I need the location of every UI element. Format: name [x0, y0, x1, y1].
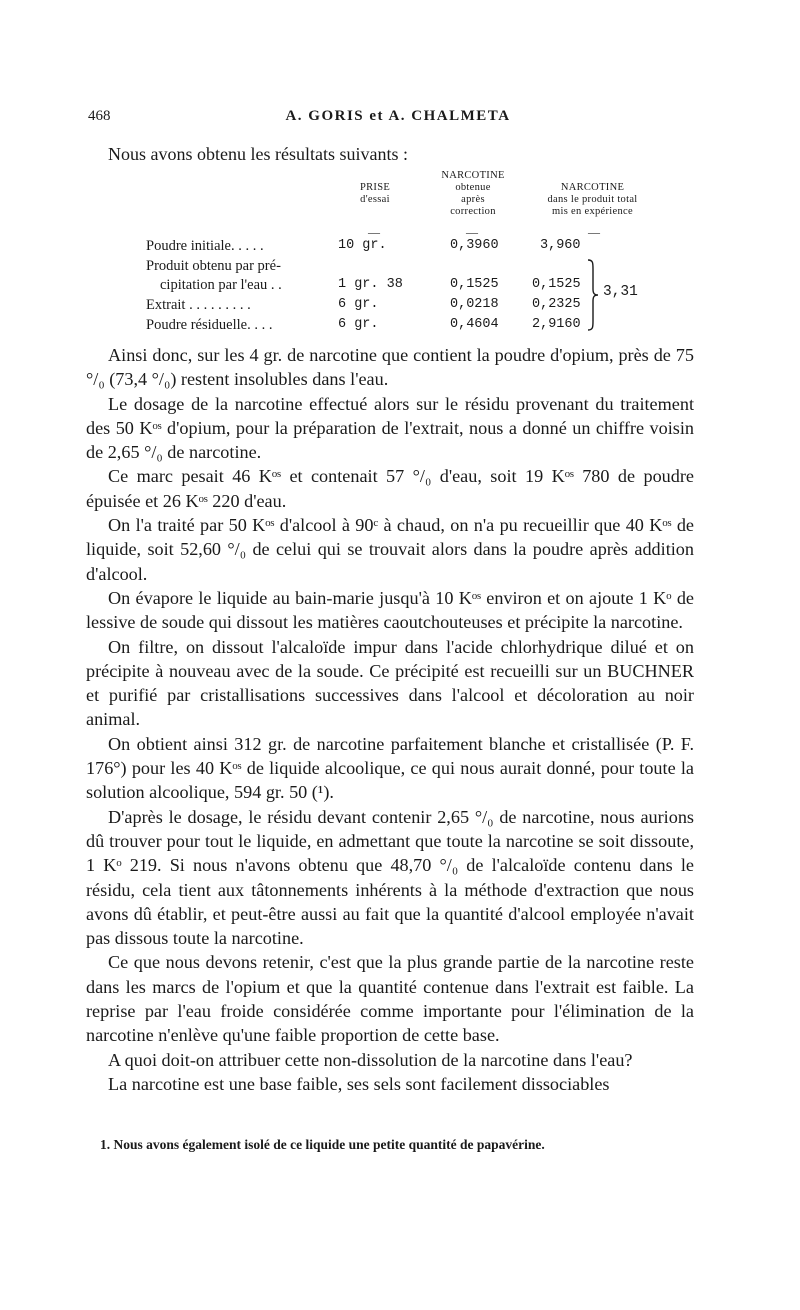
- cell-total: 0,1525: [532, 277, 581, 292]
- column-header-line: dans le produit total: [547, 194, 638, 205]
- paragraph: Le dosage de la narcotine effectué alors sur le résidu provenant du traitement des 50 Kᵒˢ d'opium, pour la préparation de l'extrait, nous a donné un chiffre voisin de 2,65 °/₀ de narcotine.: [86, 393, 694, 463]
- row-label: Extrait . . . . . . . . .: [146, 297, 251, 313]
- cell-prise: 10 gr.: [338, 238, 387, 253]
- column-header-line: d'essai: [360, 194, 390, 205]
- cell-total: 0,2325: [532, 297, 581, 312]
- paragraph: La narcotine est une base faible, ses sels sont facilement dissociables: [108, 1073, 610, 1094]
- paragraph: Ce marc pesait 46 Kᵒˢ et contenait 57 °/₀ d'eau, soit 19 Kᵒˢ 780 de poudre épuisée et 26 Kᵒˢ 220 d'eau.: [86, 466, 694, 511]
- paragraph: On filtre, on dissout l'alcaloïde impur dans l'acide chlorhydrique dilué et on précipite à nouveau avec de la soude. Ce précipité est recueilli sur un BUCHNER et purifié par cristallisations successives dans l'alcool et décoloration au noir animal.: [86, 636, 694, 730]
- column-header-line: correction: [450, 206, 496, 217]
- row-label: Poudre résiduelle. . . .: [146, 317, 273, 333]
- intro-sentence: Nous avons obtenu les résultats suivants :: [108, 144, 408, 164]
- paragraph: Ainsi donc, sur les 4 gr. de narcotine que contient la poudre d'opium, près de 75 °/₀ (73,4 °/₀) restent insolubles dans l'eau.: [86, 345, 694, 390]
- cell-obtenue: 0,0218: [450, 297, 499, 312]
- column-header-line: obtenue: [455, 182, 491, 193]
- column-dash: —: [368, 225, 380, 239]
- cell-obtenue: 0,3960: [450, 238, 499, 253]
- cell-prise: 6 gr.: [338, 297, 379, 312]
- paragraph: On obtient ainsi 312 gr. de narcotine parfaitement blanche et cristallisée (P. F. 176°) pour les 40 Kᵒˢ de liquide alcoolique, ce qui nous aurait donné, pour toute la solution alcoolique, 594 gr. 50 (¹).: [86, 733, 694, 803]
- paragraph: On évapore le liquide au bain-marie jusqu'à 10 Kᵒˢ environ et on ajoute 1 Kᵒ de lessive de soude qui dissout les matières caoutchouteuses et précipite la narcotine.: [86, 587, 694, 633]
- row-label: cipitation par l'eau . .: [160, 277, 282, 293]
- paragraph: A quoi doit-on attribuer cette non-dissolution de la narcotine dans l'eau?: [108, 1049, 633, 1070]
- body-text: [86, 343, 694, 1096]
- column-header-line: après: [461, 194, 485, 205]
- column-header-line: mis en expérience: [552, 206, 633, 217]
- results-table: [0, 170, 800, 345]
- paragraph: Ce que nous devons retenir, c'est que la plus grande partie de la narcotine reste dans les marcs de l'opium et que la quantité contenue dans l'extrait est faible. La reprise par l'eau froide considérée comme importante pour l'élimination de la narcotine n'enlève qu'une faible proportion de cette base.: [86, 952, 694, 1046]
- cell-prise: 6 gr.: [338, 317, 379, 332]
- column-dash: —: [588, 225, 600, 239]
- footnote: 1. Nous avons également isolé de ce liquide une petite quantité de papavérine.: [100, 1137, 545, 1152]
- row-label: Poudre initiale. . . . .: [146, 238, 264, 254]
- paragraph: D'après le dosage, le résidu devant contenir 2,65 °/₀ de narcotine, nous aurions dû trouver pour tout le liquide, en admettant que toute la narcotine se soit dissoute, 1 Kᵒ 219. Si nous n'avons obtenu que 48,70 °/₀ de l'alcaloïde contenu dans le résidu, cela tient aux tâtonnements inhérents à la méthode d'extraction que nous avons dû établir, et peut-être aussi au fait que la quantité d'alcool employée n'avait pas dissous toute la narcotine.: [86, 806, 694, 949]
- cell-total: 3,960: [540, 238, 581, 253]
- column-dash: —: [466, 225, 478, 239]
- header-authors: A. GORIS et A. CHALMETA: [285, 108, 511, 124]
- cell-prise: 1 gr. 38: [338, 277, 403, 292]
- cell-total: 2,9160: [532, 317, 581, 332]
- column-header-line: NARCOTINE: [441, 170, 505, 181]
- column-header-prise: [330, 182, 420, 206]
- cell-obtenue: 0,1525: [450, 277, 499, 292]
- cell-obtenue: 0,4604: [450, 317, 499, 332]
- column-header-line: NARCOTINE: [560, 182, 625, 193]
- row-label: Produit obtenu par pré-: [146, 258, 281, 274]
- paragraph: On l'a traité par 50 Kᵒˢ d'alcool à 90ᶜ à chaud, on n'a pu recueillir que 40 Kᵒˢ de liquide, soit 52,60 °/₀ de celui qui se trouvait alors dans la poudre après addition d'alcool.: [86, 515, 694, 584]
- curly-brace-icon: [586, 259, 600, 331]
- running-head: [88, 108, 708, 132]
- column-header-narcotine-total: [500, 182, 685, 218]
- column-header-line: PRISE: [359, 182, 391, 193]
- page-number: 468: [88, 108, 111, 124]
- brace-total: 3,31: [603, 284, 638, 300]
